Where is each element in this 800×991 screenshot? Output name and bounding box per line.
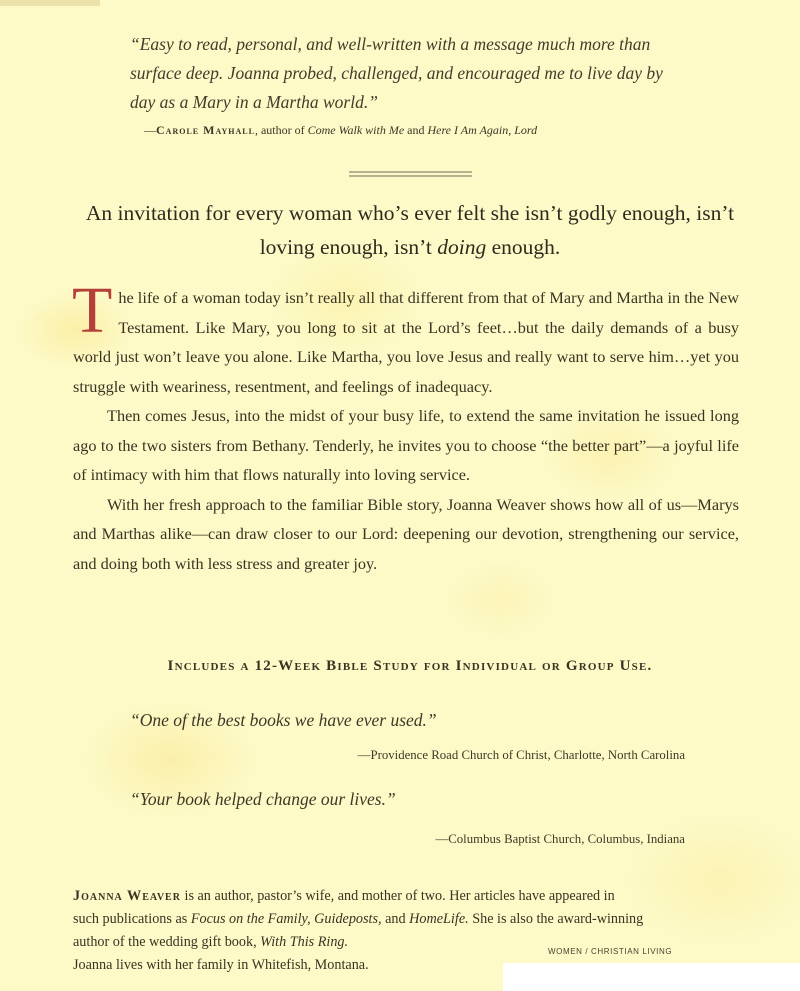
bio-text: and <box>381 911 410 927</box>
publication-name: HomeLife. <box>409 911 469 927</box>
bio-line-4: Joanna lives with her family in Whitefish, Montana. <box>73 957 369 973</box>
attribution-and: and <box>404 123 428 137</box>
gift-book-title: With This Ring. <box>260 934 349 950</box>
paragraph-2: Then comes Jesus, into the midst of your busy life, to extend the same invitation he issued long ago to the two sisters from Bethany. Tenderly, he invites you to choose “the better part”—a joyful life of intimacy with him that flows naturally into loving service. <box>73 406 739 484</box>
paragraph-1 <box>72 274 739 401</box>
testimonial-quote-2: “Your book helped change our lives.” <box>130 789 396 809</box>
endorsement-quote: “Easy to read, personal, and well-written with a message much more than surface deep. Joanna probed, challenged, and encouraged me to live day by day as a Mary in a Martha world.” <box>130 34 663 112</box>
testimonial-source-1: —Providence Road Church of Christ, Charlotte, North Carolina <box>357 748 685 762</box>
bio-line-1 <box>73 885 739 908</box>
attribution-text: , author of <box>254 123 308 137</box>
testimonial-quote-1: “One of the best books we have ever used.” <box>130 710 437 730</box>
double-rule-divider <box>349 171 472 177</box>
bio-text: author of the wedding gift book, <box>73 934 261 950</box>
book-title-2: Here I Am Again, Lord <box>427 123 538 137</box>
headline <box>60 196 760 264</box>
category-label: WOMEN / CHRISTIAN LIVING <box>548 947 673 956</box>
bio-text: She is also the award-winning <box>468 911 644 927</box>
bio-text: is an author, pastor’s wife, and mother of two. Her articles have appeared in <box>180 888 615 904</box>
testimonial-source-2: —Columbus Baptist Church, Columbus, Indiana <box>435 832 685 846</box>
headline-part1: An invitation for every woman who’s ever felt she isn’t godly enough, isn’t loving enough, isn’t <box>85 201 735 259</box>
description-body <box>72 274 739 578</box>
endorsement-attribution <box>144 123 704 138</box>
author-name: Joanna Weaver <box>73 888 181 904</box>
paragraph-3: With her fresh approach to the familiar Bible story, Joanna Weaver shows how all of us—Marys and Marthas alike—can draw closer to our Lord: deepening our devotion, strengthening our service, and doing both with less stress and greater joy. <box>73 494 739 573</box>
bible-study-note: Includes a 12-Week Bible Study for Individual or Group Use. <box>167 658 653 674</box>
top-edge-mark <box>0 0 100 6</box>
bio-text: such publications as <box>73 911 191 927</box>
drop-cap: T <box>72 274 113 347</box>
attribution-dash: — <box>144 123 156 137</box>
publication-names: Focus on the Family, Guideposts, <box>190 911 382 927</box>
barcode-area <box>503 963 800 991</box>
endorser-name: Carole Mayhall <box>156 123 255 137</box>
headline-emphasis: doing <box>437 235 487 259</box>
paragraph-1-text: he life of a woman today isn’t really all that different from that of Mary and Martha in the New Testament. Like Mary, you long to sit at the Lord’s feet…but the daily demands of a busy world just won’t leave you alone. Like Martha, you love Jesus and really want to serve him…yet you struggle with weariness, resentment, and feelings of inadequacy. <box>73 288 739 396</box>
bio-line-2 <box>73 908 739 931</box>
headline-part2: enough. <box>486 235 561 259</box>
book-title-1: Come Walk with Me <box>307 123 405 137</box>
